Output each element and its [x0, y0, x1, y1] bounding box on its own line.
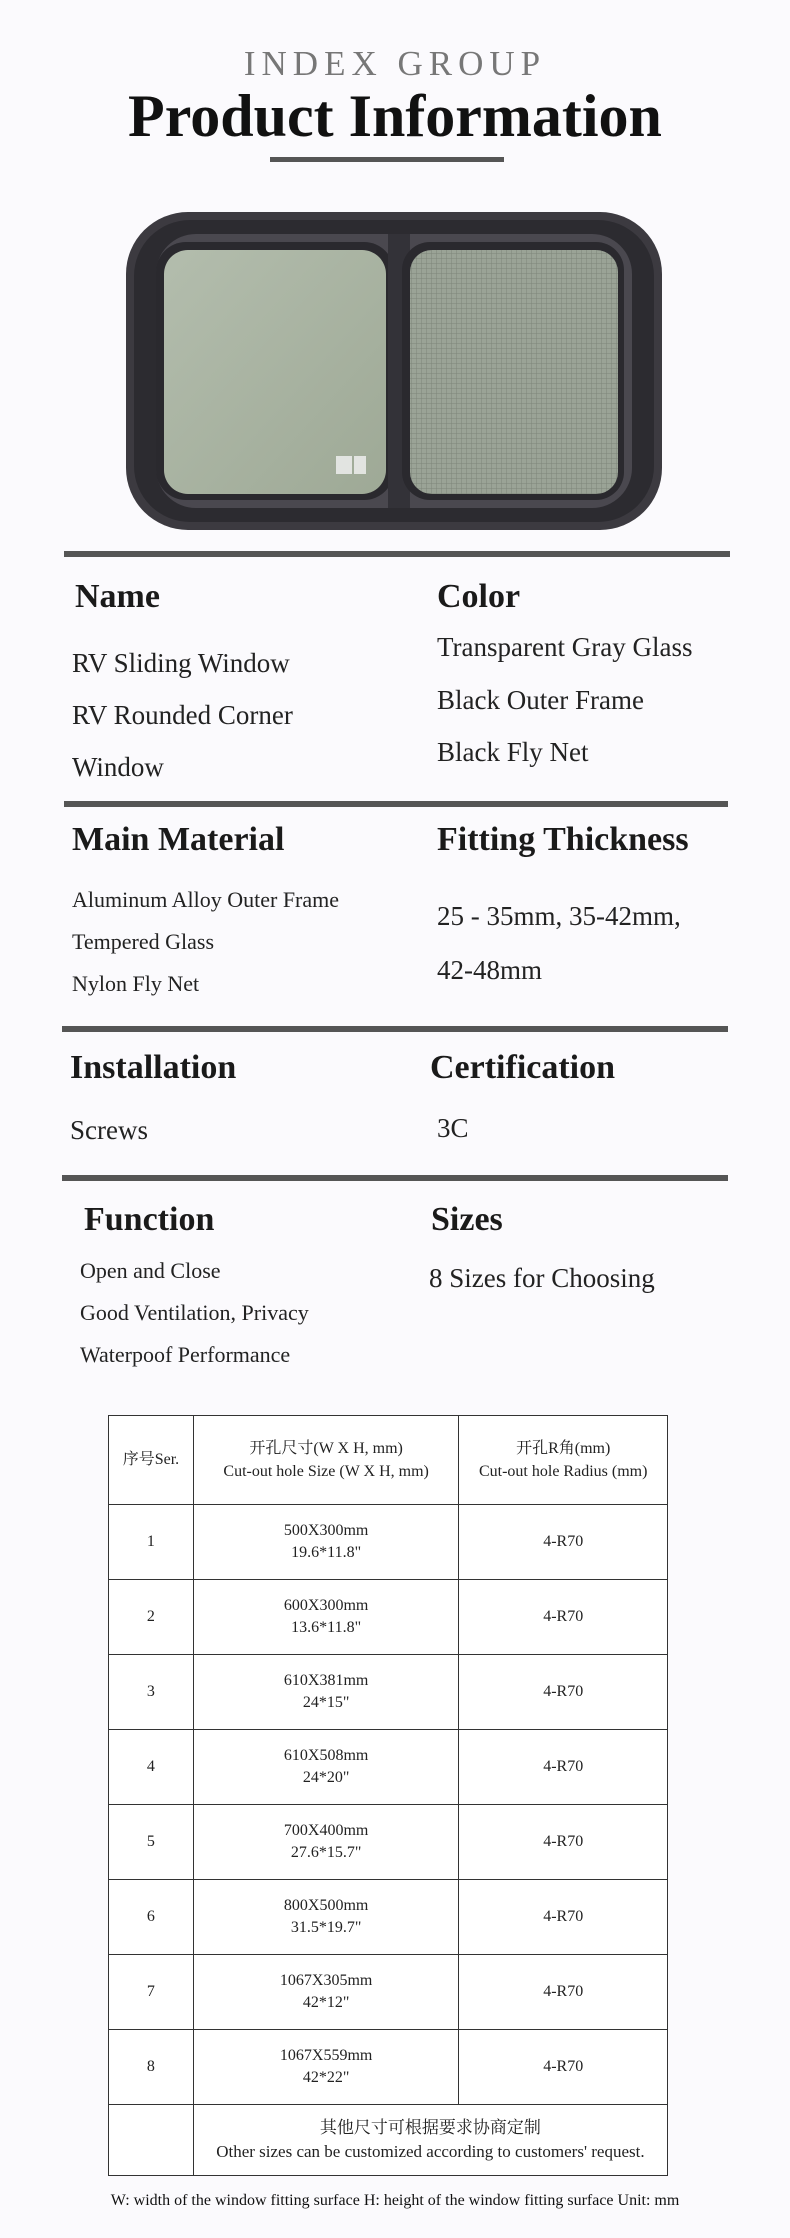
color-line: Transparent Gray Glass [437, 632, 693, 662]
name-line: Window [72, 752, 164, 782]
size-in: 27.6*15.7" [290, 1844, 362, 1861]
column-header-label: 序号Ser. [122, 1451, 180, 1469]
size-mm: 500X300mm [283, 1521, 369, 1539]
radius-cell: 4-R70 [459, 1505, 668, 1580]
table-row [109, 1955, 668, 2030]
function-line: Good Ventilation, Privacy [80, 1300, 309, 1325]
name-line: RV Sliding Window [72, 648, 290, 678]
radius-cell: 4-R70 [459, 1580, 668, 1655]
ser-cell: 1 [109, 1505, 194, 1580]
column-header-label: Cut-out hole Radius (mm) [478, 1463, 648, 1480]
table-header-row [109, 1416, 668, 1505]
table-row [109, 1730, 668, 1805]
size-cell [193, 1880, 459, 1955]
ser-cell: 4 [109, 1730, 194, 1805]
radius-cell: 4-R70 [459, 2030, 668, 2105]
size-in: 42*22" [302, 2069, 350, 2086]
footer-note: W: width of the window fitting surface H: height of the window fitting surface Unit: mm [110, 2192, 680, 2209]
column-header-label: 开孔尺寸(W X H, mm) [249, 1439, 403, 1457]
size-in: 24*20" [302, 1769, 350, 1786]
thickness-line: 42-48mm [437, 955, 542, 985]
sizes-line: 8 Sizes for Choosing [429, 1263, 655, 1293]
ser-cell: 3 [109, 1655, 194, 1730]
size-mm: 1067X305mm [279, 1971, 373, 1989]
section-divider [64, 551, 730, 557]
table-row [109, 1805, 668, 1880]
column-header-label: Cut-out hole Size (W X H, mm) [223, 1463, 429, 1480]
column-header-ser [109, 1416, 194, 1505]
ser-cell: 8 [109, 2030, 194, 2105]
size-in: 24*15" [302, 1694, 350, 1711]
section-divider [62, 1175, 728, 1181]
table-row [109, 1580, 668, 1655]
note-empty-cell [109, 2105, 194, 2176]
function-line: Waterpoof Performance [80, 1342, 291, 1367]
table-row [109, 2030, 668, 2105]
certification-heading: Certification [430, 1049, 616, 1086]
table-note-row [109, 2105, 668, 2176]
ser-cell: 5 [109, 1805, 194, 1880]
certification-line: 3C [437, 1113, 469, 1143]
size-mm: 610X381mm [283, 1671, 369, 1689]
name-line: RV Rounded Corner [72, 700, 293, 730]
size-in: 13.6*11.8" [291, 1619, 362, 1636]
function-line: Open and Close [80, 1258, 221, 1283]
installation-heading: Installation [70, 1049, 237, 1086]
radius-cell: 4-R70 [459, 1730, 668, 1805]
thickness-line: 25 - 35mm, 35-42mm, [437, 901, 681, 931]
size-table [108, 1415, 668, 2176]
function-heading: Function [84, 1201, 215, 1238]
column-header-radius [459, 1416, 668, 1505]
size-mm: 600X300mm [283, 1596, 369, 1614]
size-cell [193, 1805, 459, 1880]
size-mm: 1067X559mm [279, 2046, 373, 2064]
note-cn: 其他尺寸可根据要求协商定制 [319, 2118, 541, 2138]
brand-name: INDEX GROUP [243, 44, 547, 83]
ser-cell: 6 [109, 1880, 194, 1955]
size-cell [193, 1655, 459, 1730]
material-line: Tempered Glass [72, 929, 215, 954]
title-underline [270, 157, 504, 162]
radius-cell: 4-R70 [459, 1805, 668, 1880]
size-cell [193, 1955, 459, 2030]
section-divider [62, 1026, 728, 1032]
rv-sliding-window-image [126, 208, 662, 534]
name-heading: Name [75, 578, 160, 615]
table-row [109, 1505, 668, 1580]
size-mm: 800X500mm [283, 1896, 369, 1914]
table-row [109, 1655, 668, 1730]
note-cell [193, 2105, 667, 2176]
section-divider [64, 801, 728, 807]
size-cell [193, 1730, 459, 1805]
note-en: Other sizes can be customized according to customers' request. [216, 2142, 645, 2161]
column-header-label: 开孔R角(mm) [516, 1439, 611, 1457]
ser-cell: 7 [109, 1955, 194, 2030]
page-title: Product Information [128, 83, 662, 149]
sizes-heading: Sizes [431, 1201, 503, 1238]
thickness-heading: Fitting Thickness [437, 821, 689, 858]
size-in: 19.6*11.8" [291, 1544, 362, 1561]
color-heading: Color [437, 578, 521, 615]
color-line: Black Outer Frame [437, 685, 644, 715]
radius-cell: 4-R70 [459, 1655, 668, 1730]
table-row [109, 1880, 668, 1955]
material-line: Nylon Fly Net [72, 971, 200, 996]
size-cell [193, 1505, 459, 1580]
material-heading: Main Material [72, 821, 285, 858]
installation-line: Screws [70, 1115, 148, 1145]
size-in: 31.5*19.7" [290, 1919, 362, 1936]
size-cell [193, 1580, 459, 1655]
size-mm: 700X400mm [283, 1821, 369, 1839]
column-header-size [193, 1416, 459, 1505]
material-line: Aluminum Alloy Outer Frame [72, 887, 340, 912]
ser-cell: 2 [109, 1580, 194, 1655]
size-cell [193, 2030, 459, 2105]
radius-cell: 4-R70 [459, 1880, 668, 1955]
size-mm: 610X508mm [283, 1746, 369, 1764]
radius-cell: 4-R70 [459, 1955, 668, 2030]
size-in: 42*12" [302, 1994, 350, 2011]
color-line: Black Fly Net [437, 737, 589, 767]
